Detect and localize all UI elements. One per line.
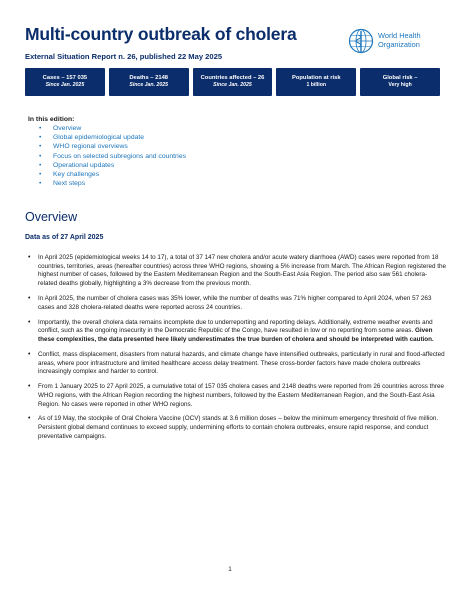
toc-link-global-epidemiological-update[interactable]: • Global epidemiological update bbox=[39, 133, 186, 142]
kpi-row bbox=[25, 68, 440, 96]
kpi-global-risk: Global risk – Very high bbox=[360, 68, 440, 96]
toc-link-next-steps[interactable]: • Next steps bbox=[39, 179, 186, 188]
kpi-population-at-risk: Population at risk 1 billion bbox=[276, 68, 356, 96]
report-title: Multi-country outbreak of cholera bbox=[25, 24, 297, 44]
list-item: • Importantly, the overall cholera data remains incomplete due to underreporting and reporting delays. Additionally, extreme weather events and conflict, such as the ongoing insecurity in the Democratic Republic of the Congo, have resulted in low or no reporting from some areas. Given these complexities, the data presented here likely underestimates the true burden of cholera and should be interpreted with caution. bbox=[28, 319, 446, 345]
kpi-cases: Cases – 157 035 Since Jan. 2025 bbox=[25, 68, 105, 96]
data-as-of-date: Data as of 27 April 2025 bbox=[25, 234, 104, 241]
overview-bullet-list bbox=[28, 254, 446, 448]
toc-link-focus-subregions[interactable]: • Focus on selected subregions and countries bbox=[39, 152, 186, 161]
list-item: • In April 2025 (epidemiological weeks 14 to 17), a total of 37 147 new cholera and/or acute watery diarrhoea (AWD) cases were reported from 18 countries, territories, areas (hereafter countries) across three WHO regions, showing a 5% increase from March. The African Region registered the highest number of cases, followed by the Eastern Mediterranean Region and the South-East Asia Region. The period also saw 561 cholera-related deaths globally, highlighting a 3% decrease from the previous month. bbox=[28, 254, 446, 289]
who-logo-text: World Health Organization bbox=[378, 31, 421, 49]
page-number: 1 bbox=[228, 566, 232, 573]
report-subtitle: External Situation Report n. 26, published 22 May 2025 bbox=[25, 52, 223, 61]
list-item: • Conflict, mass displacement, disasters from natural hazards, and climate change have intensified outbreaks, particularly in rural and flood-affected areas, where poor infrastructure and limited healthcare access delay treatment. These cross-border factors have made cholera outbreaks increasingly complex and harder to control. bbox=[28, 351, 446, 377]
table-of-contents bbox=[39, 124, 186, 188]
who-emblem-icon bbox=[348, 28, 374, 54]
list-item: • In April 2025, the number of cholera cases was 35% lower, while the number of deaths was 71% higher compared to April 2024, when 57 263 cases and 328 cholera-related deaths were reported across 24 countries. bbox=[28, 295, 446, 312]
overview-heading: Overview bbox=[25, 210, 78, 224]
edition-heading: In this edition: bbox=[28, 116, 75, 123]
list-item: • From 1 January 2025 to 27 April 2025, a cumulative total of 157 035 cholera cases and 2148 deaths were reported from 26 countries across three WHO regions, with the African Region recording the highest numbers, followed by the Eastern Mediterranean Region, and the South-East Asia Region. No cases were reported in other WHO regions. bbox=[28, 383, 446, 409]
list-item: • As of 19 May, the stockpile of Oral Cholera Vaccine (OCV) stands at 3.6 million doses – below the minimum emergency threshold of five million. Persistent global demand continues to exceed supply, undermining efforts to contain cholera outbreaks, ensure rapid response, and conduct preventative campaigns. bbox=[28, 415, 446, 441]
toc-link-who-regional-overviews[interactable]: • WHO regional overviews bbox=[39, 142, 186, 151]
who-logo bbox=[348, 25, 443, 57]
kpi-deaths: Deaths – 2148 Since Jan. 2025 bbox=[109, 68, 189, 96]
toc-link-key-challenges[interactable]: • Key challenges bbox=[39, 170, 186, 179]
toc-link-operational-updates[interactable]: • Operational updates bbox=[39, 161, 186, 170]
toc-link-overview[interactable]: • Overview bbox=[39, 124, 186, 133]
kpi-countries-affected: Countries affected – 26 Since Jan. 2025 bbox=[193, 68, 273, 96]
